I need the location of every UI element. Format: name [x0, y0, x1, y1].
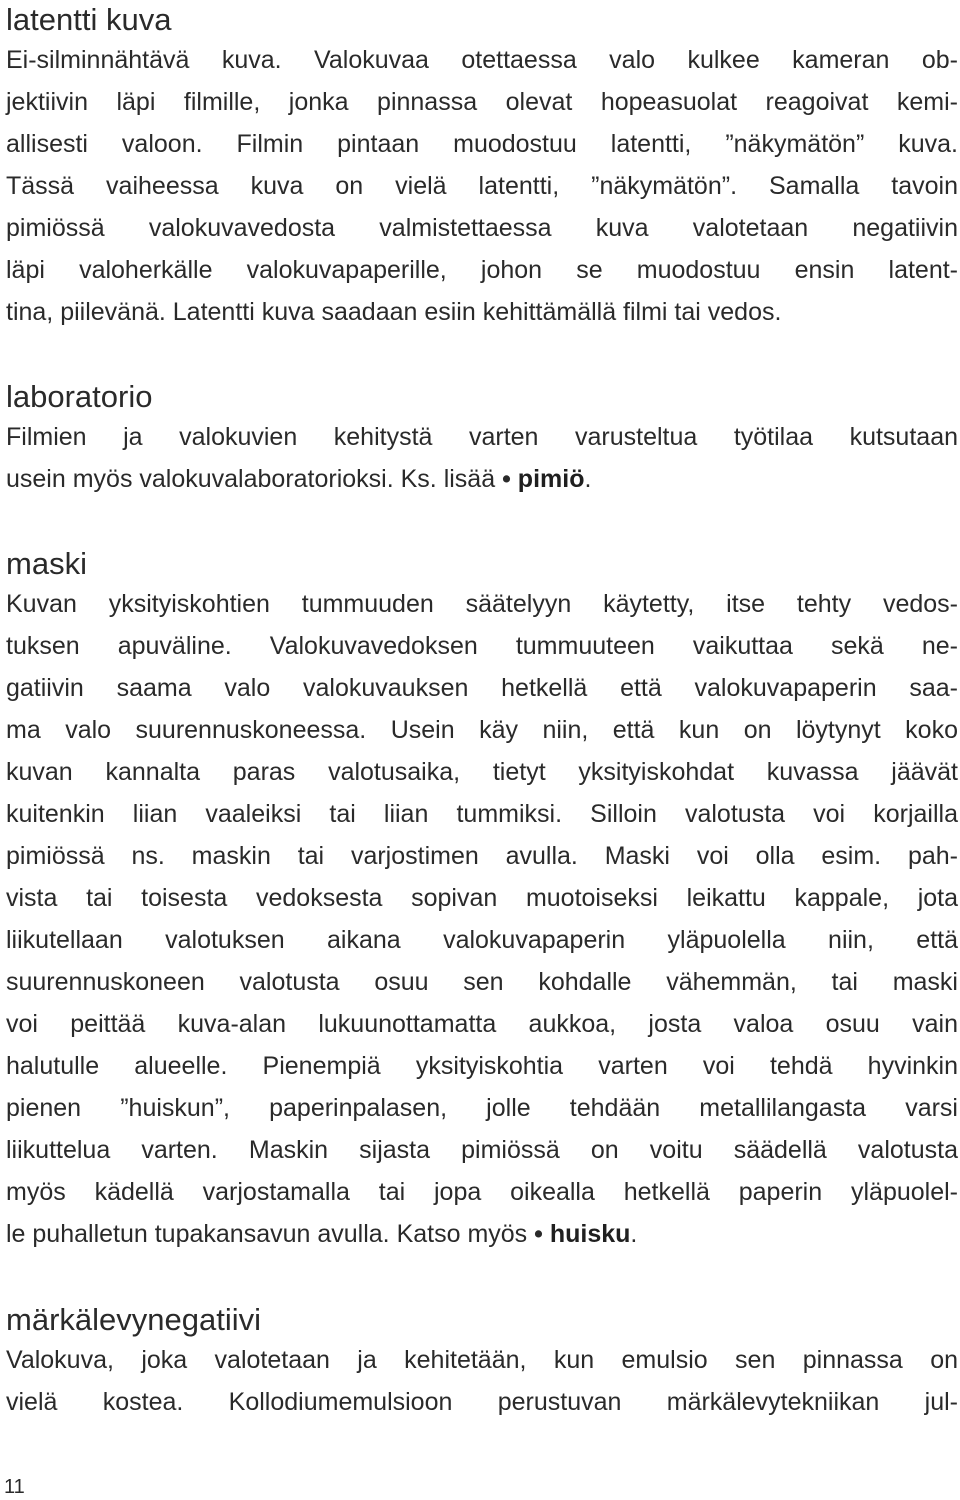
body-line: vista tai toisesta vedoksesta sopivan muotoiseksi leikattu kappale, jota	[6, 884, 958, 912]
body-line: kuvan kannalta paras valotusaika, tietyt yksityiskohdat kuvassa jäävät	[6, 758, 958, 786]
body-line: pienen ”huiskun”, paperinpalasen, jolle tehdään metallilangasta varsi	[6, 1094, 958, 1122]
bullet-icon: •	[502, 465, 511, 493]
cross-reference-link[interactable]: huisku	[549, 1220, 631, 1248]
body-line: pimiössä valokuvavedosta valmistettaessa kuva valotetaan negatiivin	[6, 214, 958, 242]
entry-term: latentti kuva	[6, 2, 172, 37]
body-line: gatiivin saama valo valokuvauksen hetkellä että valokuvapaperin saa-	[6, 674, 958, 702]
entry-term: märkälevynegatiivi	[6, 1302, 261, 1337]
body-line: kuitenkin liian vaaleiksi tai liian tummiksi. Silloin valotusta voi korjailla	[6, 800, 958, 828]
glossary-entry	[6, 1, 958, 333]
entry-body	[6, 583, 958, 1255]
body-line: suurennuskoneen valotusta osuu sen kohdalle vähemmän, tai maski	[6, 968, 958, 996]
body-line: voi peittää kuva-alan lukuunottamatta aukkoa, josta valoa osuu vain	[6, 1010, 958, 1038]
glossary-entry	[6, 545, 958, 1255]
page-number: 11	[4, 1476, 25, 1498]
entry-body	[6, 1339, 958, 1423]
body-line: läpi valoherkälle valokuvapaperille, johon se muodostuu ensin latent-	[6, 256, 958, 284]
reference-suffix: .	[584, 465, 592, 493]
body-line: ma valo suurennuskoneessa. Usein käy niin, että kun on löytynyt koko	[6, 716, 958, 744]
body-line: Ei-silminnähtävä kuva. Valokuvaa otettaessa valo kulkee kameran ob-	[6, 46, 958, 74]
bullet-icon: •	[534, 1220, 543, 1248]
body-line: Kuvan yksityiskohtien tummuuden säätelyyn käytetty, itse tehty vedos-	[6, 590, 958, 618]
body-line	[6, 1213, 958, 1255]
glossary-entry	[6, 1301, 958, 1423]
entry-term: laboratorio	[6, 379, 153, 414]
body-line	[6, 458, 958, 500]
body-line: Valokuva, joka valotetaan ja kehitetään, kun emulsio sen pinnassa on	[6, 1346, 958, 1374]
body-line: pimiössä ns. maskin tai varjostimen avulla. Maski voi olla esim. pah-	[6, 842, 958, 870]
body-line-text: le puhalletun tupakansavun avulla. Katso myös	[6, 1220, 528, 1248]
entry-body	[6, 416, 958, 500]
body-line-text: usein myös valokuvalaboratorioksi. Ks. lisää	[6, 465, 496, 493]
body-line: jektiivin läpi filmille, jonka pinnassa olevat hopeasuolat reagoivat kemi-	[6, 88, 958, 116]
body-line: vielä kostea. Kollodiumemulsioon perustuvan märkälevytekniikan jul-	[6, 1388, 958, 1416]
body-line: tina, piilevänä. Latentti kuva saadaan esiin kehittämällä filmi tai vedos.	[6, 298, 782, 326]
entry-body	[6, 39, 958, 333]
reference-suffix: .	[630, 1220, 638, 1248]
glossary-entry	[6, 378, 958, 500]
body-line: myös kädellä varjostamalla tai jopa oikealla hetkellä paperin yläpuolel-	[6, 1178, 958, 1206]
cross-reference-link[interactable]: pimiö	[517, 465, 585, 493]
entry-term: maski	[6, 546, 87, 581]
body-line: Filmien ja valokuvien kehitystä varten varusteltua työtilaa kutsutaan	[6, 423, 958, 451]
body-line: allisesti valoon. Filmin pintaan muodostuu latentti, ”näkymätön” kuva.	[6, 130, 958, 158]
body-line: halutulle alueelle. Pienempiä yksityiskohtia varten voi tehdä hyvinkin	[6, 1052, 958, 1080]
body-line: liikuttelua varten. Maskin sijasta pimiössä on voitu säädellä valotusta	[6, 1136, 958, 1164]
body-line: liikutellaan valotuksen aikana valokuvapaperin yläpuolella niin, että	[6, 926, 958, 954]
body-line: Tässä vaiheessa kuva on vielä latentti, ”näkymätön”. Samalla tavoin	[6, 172, 958, 200]
body-line: tuksen apuväline. Valokuvavedoksen tummuuteen vaikuttaa sekä ne-	[6, 632, 958, 660]
